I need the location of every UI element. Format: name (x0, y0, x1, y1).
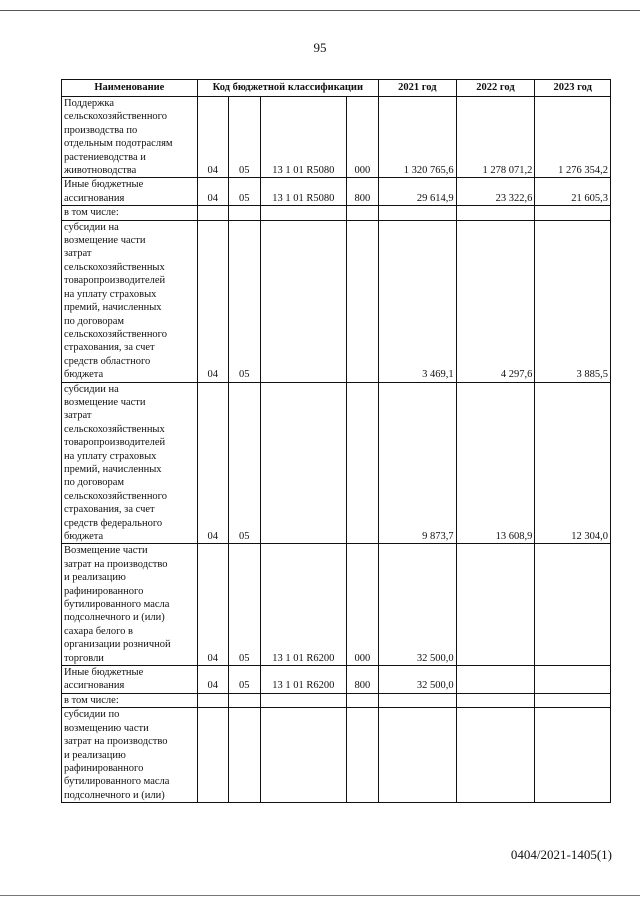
row-name: субсидии на возмещение части затрат сельскохозяйственных товаропроизводителей на уплату страховых премий, начисленных по договорам сельскохозяйственного страхования, за счет средств областного бюджета (62, 220, 198, 382)
table-row (62, 220, 611, 382)
code-target-item: 13 1 01 R5080 (260, 97, 346, 178)
code-subsection: 05 (228, 666, 260, 694)
value-2022 (456, 708, 535, 803)
code-subsection (228, 708, 260, 803)
code-section (197, 206, 228, 220)
code-section: 04 (197, 97, 228, 178)
code-target-item (260, 382, 346, 544)
value-2022 (456, 693, 535, 707)
value-2022: 23 322,6 (456, 178, 535, 206)
code-target-item (260, 206, 346, 220)
code-section: 04 (197, 220, 228, 382)
value-2023: 3 885,5 (535, 220, 611, 382)
code-subsection (228, 206, 260, 220)
code-expense-type (346, 693, 378, 707)
value-2021: 3 469,1 (378, 220, 456, 382)
code-target-item: 13 1 01 R6200 (260, 666, 346, 694)
table-row (62, 708, 611, 803)
top-border-line (0, 10, 640, 11)
value-2023 (535, 666, 611, 694)
code-expense-type (346, 206, 378, 220)
header-2022: 2022 год (456, 80, 535, 97)
value-2022: 1 278 071,2 (456, 97, 535, 178)
value-2021: 1 320 765,6 (378, 97, 456, 178)
value-2021: 32 500,0 (378, 544, 456, 666)
code-subsection: 05 (228, 97, 260, 178)
code-subsection: 05 (228, 220, 260, 382)
table-row (62, 693, 611, 707)
code-target-item (260, 693, 346, 707)
header-2023: 2023 год (535, 80, 611, 97)
code-section: 04 (197, 178, 228, 206)
header-2021: 2021 год (378, 80, 456, 97)
row-name: субсидии по возмещению части затрат на производство и реализацию рафинированного бутилированного масла подсолнечного и (или) (62, 708, 198, 803)
value-2022 (456, 544, 535, 666)
value-2023: 12 304,0 (535, 382, 611, 544)
row-name: Возмещение части затрат на производство и реализацию рафинированного бутилированного масла подсолнечного и (или) сахара белого в организации розничной торговли (62, 544, 198, 666)
code-target-item (260, 220, 346, 382)
row-name: в том числе: (62, 693, 198, 707)
row-name: в том числе: (62, 206, 198, 220)
code-target-item: 13 1 01 R6200 (260, 544, 346, 666)
table-header-row (62, 80, 611, 97)
code-section (197, 708, 228, 803)
value-2023 (535, 544, 611, 666)
code-subsection: 05 (228, 382, 260, 544)
row-name: Иные бюджетные ассигнования (62, 178, 198, 206)
code-expense-type: 000 (346, 544, 378, 666)
value-2022 (456, 206, 535, 220)
value-2021 (378, 206, 456, 220)
value-2021: 9 873,7 (378, 382, 456, 544)
value-2021 (378, 693, 456, 707)
document-code: 0404/2021-1405(1) (510, 847, 612, 862)
code-expense-type (346, 708, 378, 803)
value-2023 (535, 693, 611, 707)
code-subsection (228, 693, 260, 707)
code-expense-type (346, 220, 378, 382)
value-2023 (535, 206, 611, 220)
code-section: 04 (197, 666, 228, 694)
code-expense-type: 800 (346, 666, 378, 694)
table-row (62, 382, 611, 544)
code-subsection: 05 (228, 178, 260, 206)
value-2023: 21 605,3 (535, 178, 611, 206)
table-row (62, 666, 611, 694)
value-2023: 1 276 354,2 (535, 97, 611, 178)
page-number: 95 (313, 40, 327, 55)
table-row (62, 97, 611, 178)
table-row (62, 178, 611, 206)
value-2022 (456, 666, 535, 694)
code-section: 04 (197, 544, 228, 666)
value-2022: 13 608,9 (456, 382, 535, 544)
budget-table (61, 79, 611, 803)
row-name: субсидии на возмещение части затрат сельскохозяйственных товаропроизводителей на уплату страховых премий, начисленных по договорам сельскохозяйственного страхования, за счет средств федерального бюджета (62, 382, 198, 544)
code-subsection: 05 (228, 544, 260, 666)
value-2021: 29 614,9 (378, 178, 456, 206)
code-section: 04 (197, 382, 228, 544)
table-row (62, 544, 611, 666)
code-expense-type: 800 (346, 178, 378, 206)
row-name: Иные бюджетные ассигнования (62, 666, 198, 694)
code-expense-type: 000 (346, 97, 378, 178)
bottom-border-line (0, 895, 640, 896)
code-section (197, 693, 228, 707)
row-name: Поддержка сельскохозяйственного производства по отдельным подотраслям растениеводства и животноводства (62, 97, 198, 178)
value-2022: 4 297,6 (456, 220, 535, 382)
header-budget-code: Код бюджетной классификации (197, 80, 378, 97)
value-2021: 32 500,0 (378, 666, 456, 694)
value-2021 (378, 708, 456, 803)
header-name: Наименование (62, 80, 198, 97)
code-target-item (260, 708, 346, 803)
value-2023 (535, 708, 611, 803)
table-row (62, 206, 611, 220)
code-target-item: 13 1 01 R5080 (260, 178, 346, 206)
code-expense-type (346, 382, 378, 544)
